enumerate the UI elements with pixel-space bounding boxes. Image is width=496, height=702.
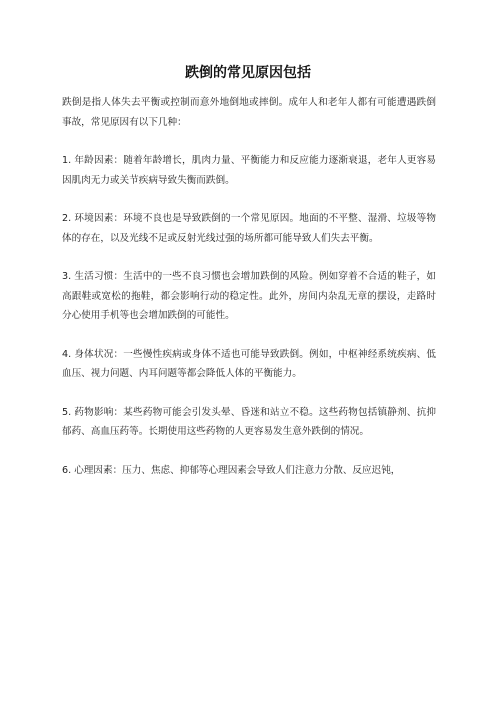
cause-item-4: 4. 身体状况：一些慢性疾病或身体不适也可能导致跌倒。例如，中枢神经系统疾病、低血压、视力问题、内耳问题等都会降低人体的平衡能力。 [62,348,436,379]
cause-item-3: 3. 生活习惯：生活中的一些不良习惯也会增加跌倒的风险。例如穿着不合适的鞋子，如高跟鞋或宽松的拖鞋，都会影响行动的稳定性。此外，房间内杂乱无章的摆设，走路时分心使用手机等也会增加跌倒的可能性。 [62,271,436,321]
document-body [62,93,436,499]
cause-item-5: 5. 药物影响：某些药物可能会引发头晕、昏迷和站立不稳。这些药物包括镇静剂、抗抑郁药、高血压药等。长期使用这些药物的人更容易发生意外跌倒的情况。 [62,406,436,437]
cause-item-6: 6. 心理因素：压力、焦虑、抑郁等心理因素会导致人们注意力分散、反应迟钝， [62,464,401,476]
document-title: 跌倒的常见原因包括 [185,65,311,81]
intro-paragraph: 跌倒是指人体失去平衡或控制而意外地倒地或摔倒。成年人和老年人都有可能遭遇跌倒事故，常见原因有以下几种： [62,97,436,128]
cause-item-1: 1. 年龄因素：随着年龄增长，肌肉力量、平衡能力和反应能力逐渐衰退，老年人更容易因肌肉无力或关节疾病导致失衡而跌倒。 [62,155,436,186]
cause-item-2: 2. 环境因素：环境不良也是导致跌倒的一个常见原因。地面的不平整、湿滑、垃圾等物体的存在，以及光线不足或反射光线过强的场所都可能导致人们失去平衡。 [62,213,436,244]
